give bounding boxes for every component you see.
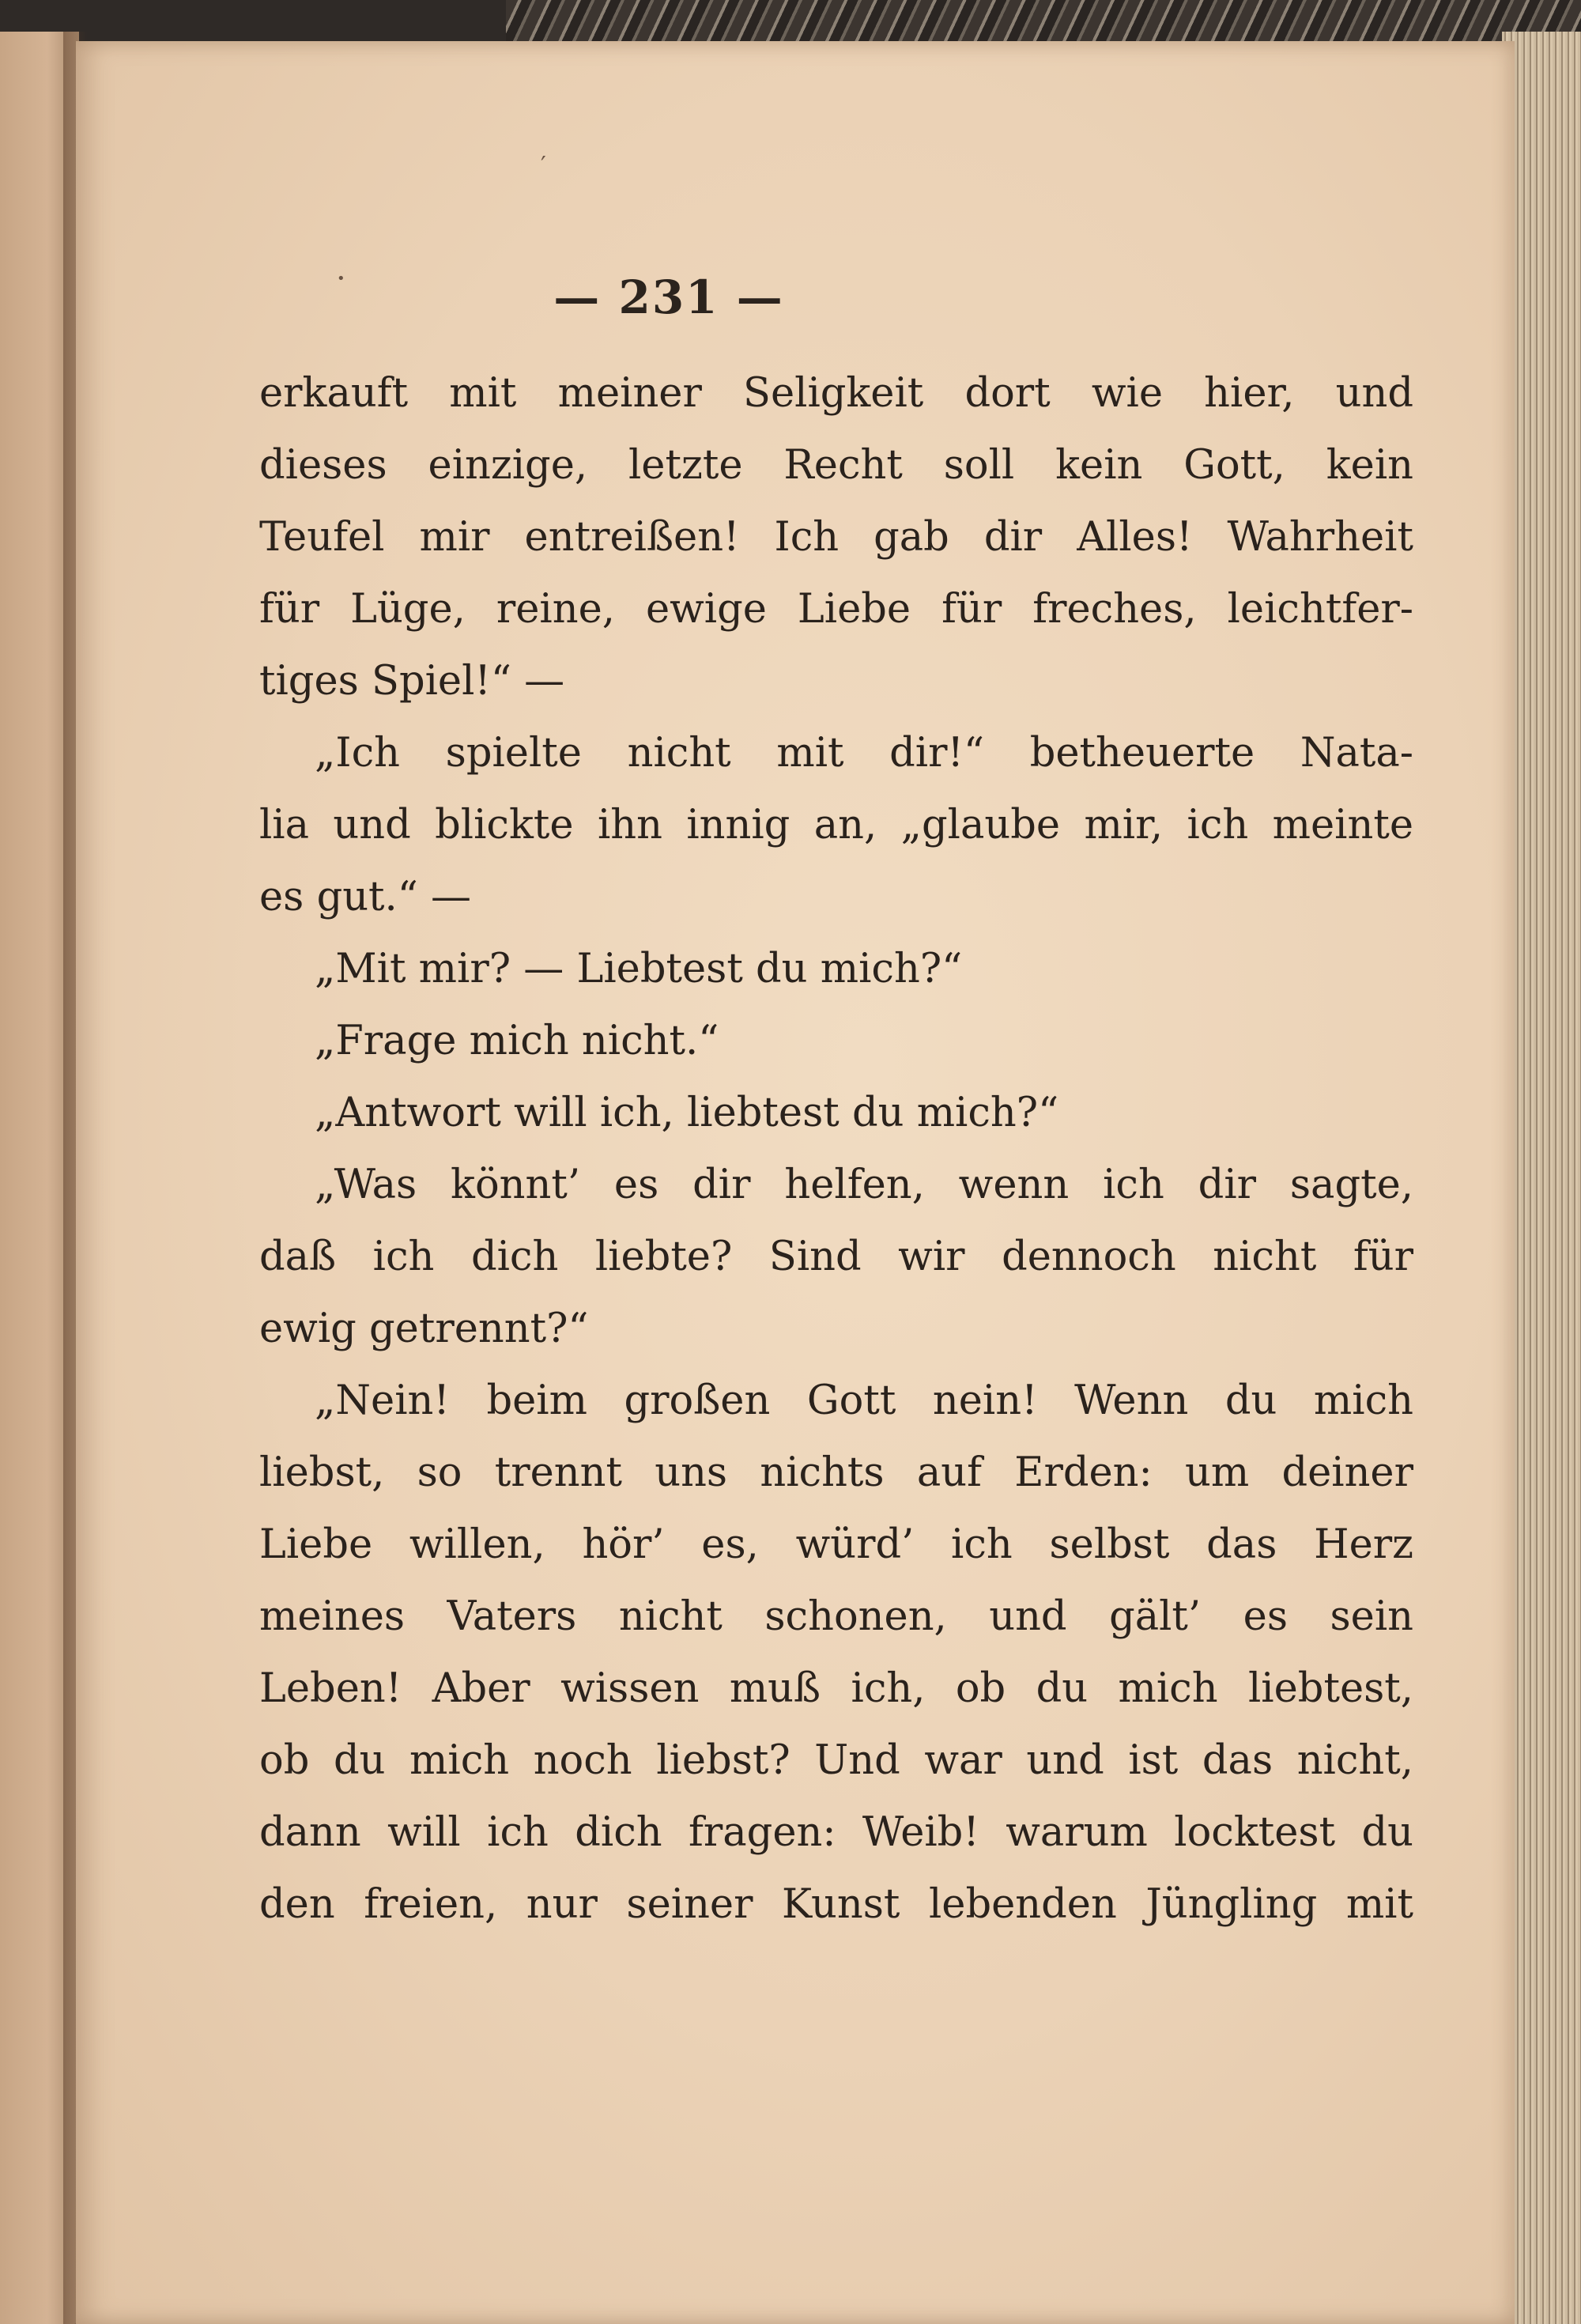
text-line: daß ich dich liebte? Sind wir dennoch nicht für xyxy=(259,1234,1413,1280)
text-line: dieses einzige, letzte Recht soll kein Gott, kein xyxy=(259,442,1413,489)
page-number-header: — 231 — xyxy=(553,270,784,324)
text-line: „Ich spielte nicht mit dir!“ betheuerte Nata- xyxy=(315,730,1413,777)
text-line: den freien, nur seiner Kunst lebenden Jüngling mit xyxy=(259,1881,1413,1928)
body-text xyxy=(259,357,1413,1940)
text-line: Leben! Aber wissen muß ich, ob du mich liebtest, xyxy=(259,1665,1413,1712)
text-line: meines Vaters nicht schonen, und gält’ es sein xyxy=(259,1593,1413,1640)
ink-speck: ′ xyxy=(541,152,546,179)
text-line: „Antwort will ich, liebtest du mich?“ xyxy=(315,1090,1059,1136)
text-line: lia und blickte ihn innig an, „glaube mir, ich meinte xyxy=(259,802,1413,848)
text-line: für Lüge, reine, ewige Liebe für freches, leichtfer- xyxy=(259,586,1413,633)
text-line: „Was könnt’ es dir helfen, wenn ich dir sagte, xyxy=(315,1162,1413,1208)
ink-dot: • xyxy=(337,270,345,287)
text-line: „Nein! beim großen Gott nein! Wenn du mich xyxy=(315,1377,1413,1424)
text-line: ob du mich noch liebst? Und war und ist das nicht, xyxy=(259,1737,1413,1784)
book-page xyxy=(76,41,1515,2324)
text-line: dann will ich dich fragen: Weib! warum locktest du xyxy=(259,1809,1413,1856)
text-line: ewig getrennt?“ xyxy=(259,1306,589,1352)
cover-marbling xyxy=(506,0,1581,46)
text-line: „Frage mich nicht.“ xyxy=(315,1018,719,1064)
text-line: erkauft mit meiner Seligkeit dort wie hier, und xyxy=(259,370,1413,417)
text-line: tiges Spiel!“ — xyxy=(259,658,565,705)
text-line: Teufel mir entreißen! Ich gab dir Alles! Wahrheit xyxy=(259,514,1413,561)
text-line: es gut.“ — xyxy=(259,874,472,920)
text-line: Liebe willen, hör’ es, würd’ ich selbst das Herz xyxy=(259,1521,1413,1568)
text-line: „Mit mir? — Liebtest du mich?“ xyxy=(315,946,963,992)
text-line: liebst, so trennt uns nichts auf Erden: um deiner xyxy=(259,1449,1413,1496)
